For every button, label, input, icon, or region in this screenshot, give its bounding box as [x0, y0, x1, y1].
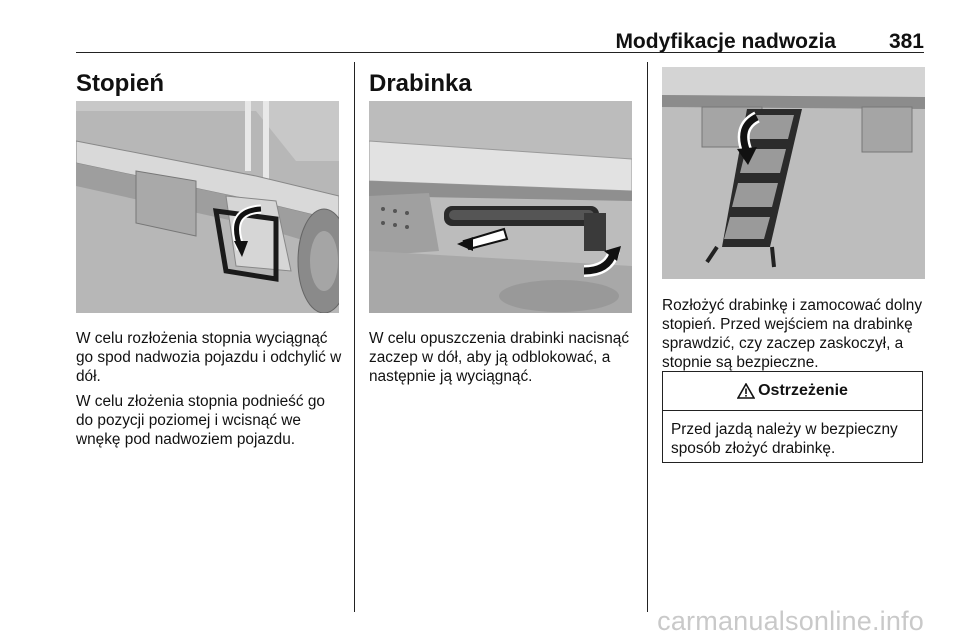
- warning-box: [662, 371, 923, 463]
- ladder-cont-text: [662, 296, 927, 378]
- ladder-deploy-illustration: [662, 67, 925, 279]
- header-title: Modyfikacje nadwozia: [615, 30, 836, 53]
- ladder-text: [369, 329, 634, 392]
- ladder-paragraph: W celu opuszczenia drabinki nacisnąć zaczep w dół, aby ją odblokować, a następnie ją wyciągnąć.: [369, 330, 630, 385]
- step-paragraph-1: W celu rozłożenia stopnia wyciągnąć go spod nadwozia pojazdu i odchylić w dół.: [76, 330, 342, 385]
- page-header: [76, 30, 924, 52]
- warning-header: [663, 372, 922, 411]
- section-heading-ladder: Drabinka: [369, 70, 472, 97]
- warning-triangle-icon: [737, 383, 755, 399]
- column-divider-1: [354, 62, 355, 612]
- section-heading-step: Stopień: [76, 70, 164, 97]
- column-divider-2: [647, 62, 648, 612]
- header-rule: [76, 52, 924, 53]
- ladder-release-illustration: [369, 101, 632, 313]
- ladder-cont-paragraph: Rozłożyć drabinkę i zamocować dolny stopień. Przed wejściem na drabinkę sprawdzić, czy zaczep zaskoczył, a stopnie są bezpieczne.: [662, 297, 923, 371]
- watermark: carmanualsonline.info: [657, 606, 924, 636]
- step-illustration: [76, 101, 339, 313]
- warning-title: Ostrzeżenie: [758, 382, 848, 399]
- page-number: 381: [888, 30, 924, 53]
- step-text: [76, 329, 346, 455]
- step-paragraph-2: W celu złożenia stopnia podnieść go do pozycji poziomej i wcisnąć we wnękę pod nadwoziem pojazdu.: [76, 393, 325, 448]
- warning-text: Przed jazdą należy w bezpieczny sposób złożyć drabinkę.: [671, 421, 898, 457]
